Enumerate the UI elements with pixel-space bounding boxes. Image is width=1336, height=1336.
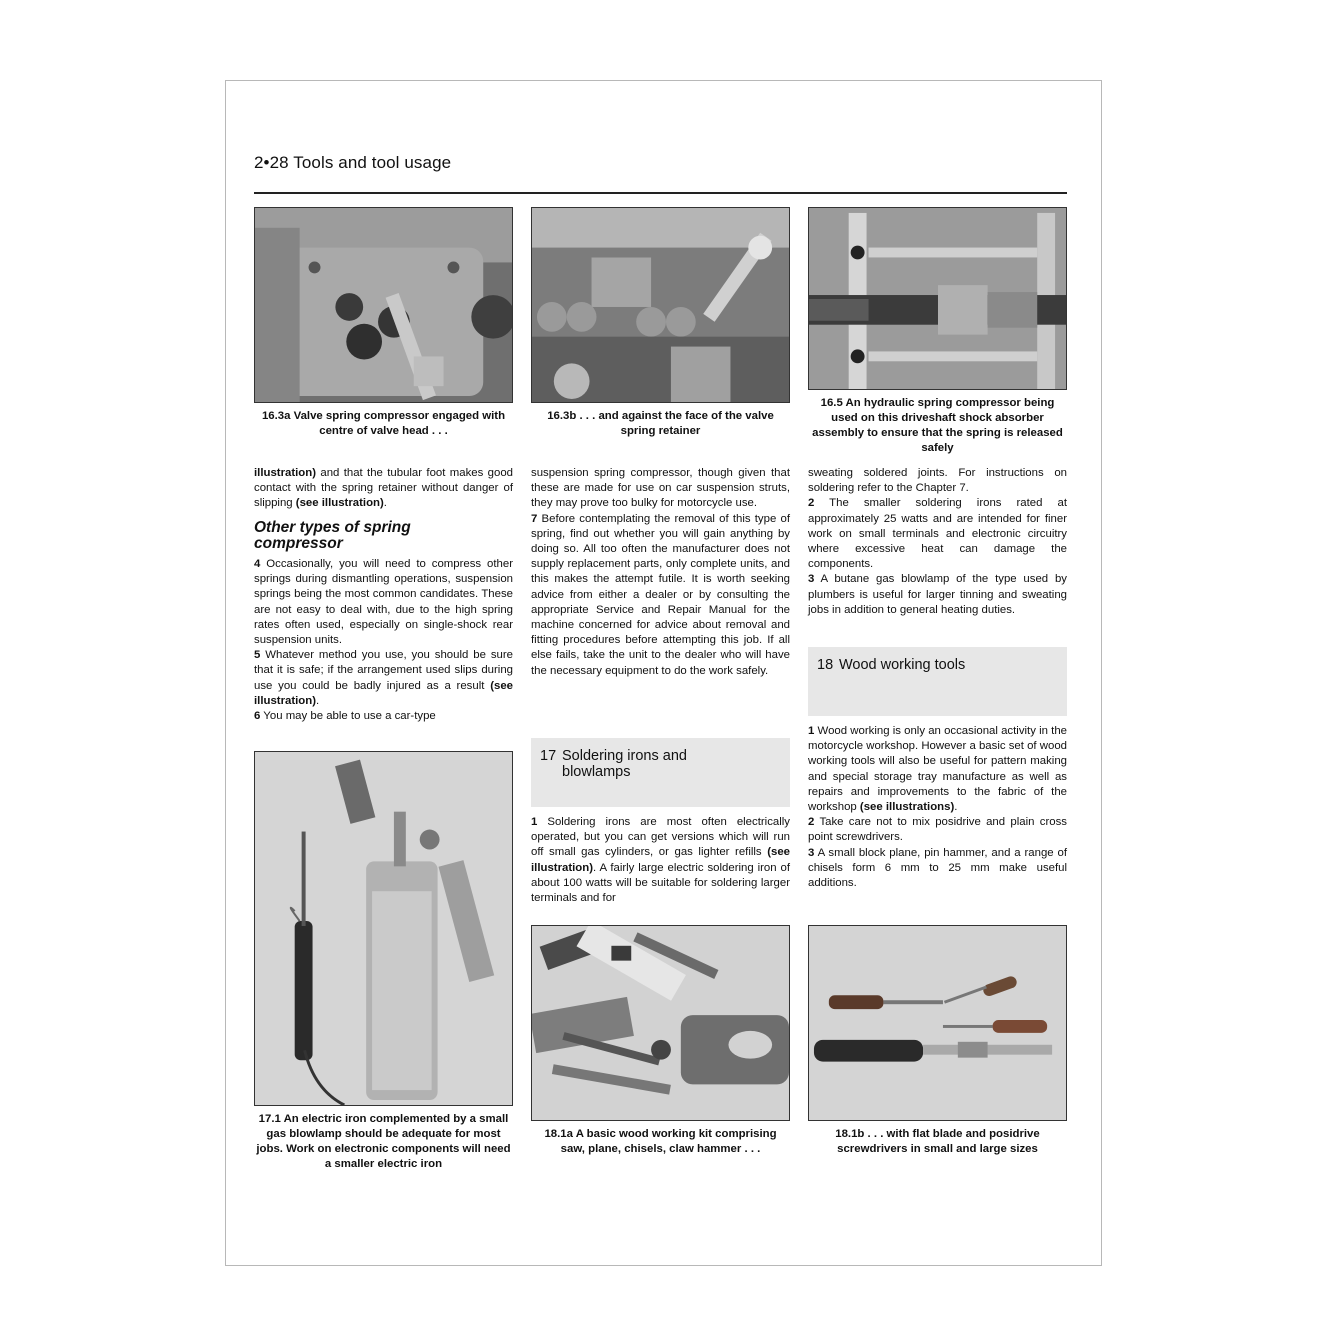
caption-16-5: 16.5 An hydraulic spring compressor being used on this driveshaft shock absorber assembly to ensure that the spring is released safely [812, 397, 1063, 454]
page-number: 2•28 [254, 153, 289, 172]
col1-body [254, 557, 513, 724]
section-17-heading [531, 738, 790, 807]
page-header [254, 153, 451, 173]
paragraph-17-2: 2 The smaller soldering irons rated at approximately 25 watts and are intended for finer work on small terminals and electronic circuitry where excessive heat can damage the components. [808, 497, 1067, 571]
section-18-body [808, 724, 1067, 891]
col2-body [531, 466, 790, 679]
paragraph-17-3: 3 A butane gas blowlamp of the type used by plumbers is useful for larger tinning and sweating jobs in addition to general heating duties. [808, 573, 1067, 616]
section-18-heading [808, 647, 1067, 716]
paragraph-6: 6 You may be able to use a car-type [254, 710, 436, 723]
see-illustration-ref: (see illustration) [254, 679, 513, 707]
page-title: Tools and tool usage [293, 153, 452, 172]
see-illustration-ref: (see illustration) [295, 497, 384, 510]
caption-18-1a: 18.1a A basic wood working kit comprising saw, plane, chisels, claw hammer . . . [544, 1128, 777, 1155]
paragraph-17-1-continued: sweating soldered joints. For instructions on soldering refer to the Chapter 7. [808, 467, 1067, 495]
see-illustrations-ref: (see illustrations) [859, 801, 955, 814]
photo-valve-spring-retainer [531, 207, 790, 403]
photo-screwdrivers [808, 925, 1067, 1121]
section-title: Soldering irons and blowlamps [562, 748, 687, 780]
section-number: 18 [817, 657, 834, 673]
section-title: Wood working tools [839, 657, 966, 673]
caption-16-3a: 16.3a Valve spring compressor engaged with centre of valve head . . . [261, 410, 506, 437]
caption-17-1: 17.1 An electric iron complemented by a small gas blowlamp should be adequate for most jobs. Work on electronic components will need a smaller electric iron [256, 1113, 511, 1170]
section-17-body [531, 815, 790, 906]
header-rule [254, 192, 1067, 194]
col3-body [808, 466, 1067, 618]
paragraph-17-1: 1 Soldering irons are most often electrically operated, but you can get versions which will run off small gas cylinders, or gas lighter refills (see illustration). A fairly large electric soldering iron of about 100 watts will be suitable for soldering larger terminals and for [531, 816, 790, 905]
paragraph-6-continued: suspension spring compressor, though given that these are made for use on car suspension struts, they may prove too bulky for motorcycle use. [531, 467, 790, 510]
paragraph-18-2: 2 Take care not to mix posidrive and plain cross point screwdrivers. [808, 816, 1067, 844]
paragraph-7: 7 Before contemplating the removal of this type of spring, find out whether you will gain anything by doing so. All too often the manufacturer does not supply replacement parts, only complete units, and this makes the attempt futile. It is worth seeking advice from either a dealer or by consulting the appropriate Service and Repair Manual for the machine concerned for advice about removal and fitting procedures before attempting this job. If all else fails, take the unit to the dealer who will have the necessary equipment to do the work safely. [531, 512, 790, 677]
paragraph-4: 4 Occasionally, you will need to compress other springs during dismantling operations, suspension springs being the most common candidates. These are not easy to deal with, due to the high spring rates often used, especially on single-shock rear suspension units. [254, 558, 513, 647]
paragraph-18-3: 3 A small block plane, pin hammer, and a range of chisels form 6 mm to 25 mm make useful additions. [808, 846, 1067, 890]
paragraph-18-1: 1 Wood working is only an occasional activity in the motorcycle workshop. However a basic set of wood working tools will also be useful for pattern making and special storage tray manufacture as well as repairs and improvements to the fabric of the workshop (see illustrations). [808, 725, 1067, 814]
photo-valve-spring-compressor [254, 207, 513, 403]
photo-soldering-iron-blowlamp [254, 751, 513, 1106]
see-illustration-ref: (see illustration) [531, 846, 790, 874]
manual-page [225, 80, 1102, 1266]
photo-hydraulic-spring-compressor [808, 207, 1067, 390]
section-number: 17 [540, 748, 557, 764]
subheading-other-spring-compressor: Other types of spring compressor [254, 519, 411, 552]
col1-intro-paragraph: illustration) and that the tubular foot makes good contact with the spring retainer without danger of slipping (see illustration). [254, 467, 513, 510]
photo-wood-working-kit [531, 925, 790, 1121]
paragraph-5: 5 Whatever method you use, you should be sure that it is safe; if the arrangement used slips during use you could be badly injured as a result (see illustration). [254, 649, 513, 707]
caption-16-3b: 16.3b . . . and against the face of the valve spring retainer [547, 410, 774, 437]
caption-18-1b: 18.1b . . . with flat blade and posidrive screwdrivers in small and large sizes [835, 1128, 1040, 1155]
